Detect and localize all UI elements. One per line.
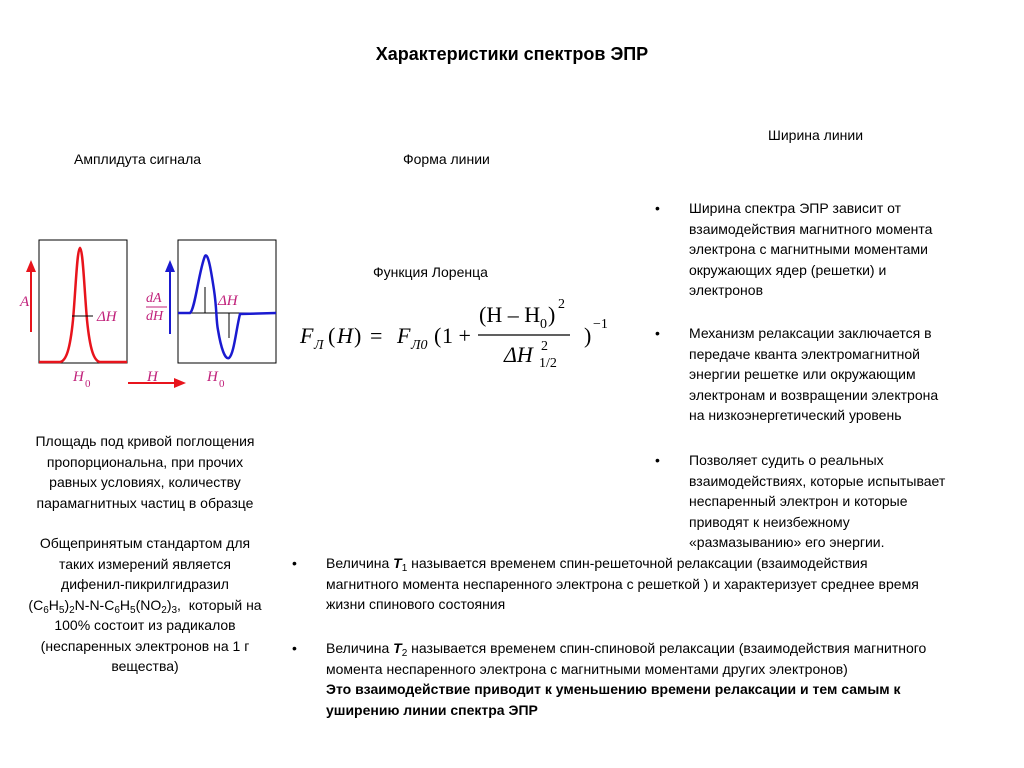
label-h0-1: H <box>73 369 84 385</box>
bullet-dot: • <box>655 452 660 468</box>
formula-equals: = <box>370 323 383 348</box>
relaxation-bullet-t2 <box>292 638 1017 720</box>
bullet-dot: • <box>292 640 297 656</box>
bullet-line: жизни спинового состояния <box>326 596 506 612</box>
formula-f: F <box>300 323 314 348</box>
epr-graphs <box>0 230 290 400</box>
label-delta-h-1: ΔH <box>97 309 117 325</box>
bullet-line-bold: Это взаимодействие приводит к уменьшению времени релаксации и тем самым к <box>326 681 901 697</box>
page-title: Характеристики спектров ЭПР <box>375 44 649 64</box>
t1-line1: называется временем спин-решеточной релаксации (взаимодействия <box>407 555 868 571</box>
header-width: Ширина линии <box>768 127 864 143</box>
t1-subscript: 1 <box>401 563 408 574</box>
bullet-line: на низкоэнергетический уровень <box>689 407 902 423</box>
formula-open-paren: ( <box>328 323 336 348</box>
t2-prefix: Величина <box>326 640 394 656</box>
width-bullet-2 <box>655 323 1015 426</box>
width-bullet-3 <box>655 450 1015 553</box>
bullet-line: электрона с магнитными моментами <box>689 241 929 257</box>
formula-outer-exp: −1 <box>593 317 608 332</box>
formula-close-paren-2: ) <box>584 323 592 348</box>
formula-one-plus: 1 + <box>442 323 471 348</box>
left-paragraph-2 <box>0 533 290 677</box>
label-dh: dH <box>146 309 164 324</box>
left-p2-line: вещества) <box>111 658 179 674</box>
bullet-text <box>689 323 938 426</box>
formula-numerator-close: ) <box>548 302 556 327</box>
t2-line1: называется временем спин-спиновой релаксации (взаимодействия магнитного <box>407 640 927 656</box>
header-amplitude: Амплидута сигнала <box>74 151 202 167</box>
lorentz-label: Функция Лоренца <box>373 264 488 280</box>
bullet-line: электронам и возвращении электрона <box>689 386 939 403</box>
dpph-formula: $(C_6H_5)_2N-N-C_6H_5(NO_2)_3$, который на <box>28 596 262 616</box>
formula-numerator-exp: 2 <box>558 297 565 312</box>
label-delta-h-2: ΔH <box>218 293 238 309</box>
bullet-line: электронов <box>689 282 764 298</box>
label-a: A <box>20 294 30 310</box>
lorentz-formula <box>296 292 626 372</box>
bullet-line: неспаренный электрон и которые <box>689 493 908 509</box>
label-h0-2: H <box>207 369 218 385</box>
bullet-line: Ширина спектра ЭПР зависит от <box>689 200 902 216</box>
bullet-dot: • <box>655 325 660 341</box>
left-p2-line: (неспаренных электронов на 1 г <box>40 637 250 654</box>
left-p1-line: равных условиях, количеству <box>49 474 241 490</box>
absorption-curve <box>39 248 127 362</box>
bullet-line <box>326 638 926 659</box>
bullet-dot: • <box>655 200 660 216</box>
formula-denominator-sub: 1/2 <box>539 356 557 371</box>
left-p2-line: 100% состоит из радикалов <box>54 617 236 633</box>
bullet-line: Позволяет судить о реальных <box>689 452 884 468</box>
bullet-line: энергии решетке или окружающим <box>689 366 916 382</box>
field-arrow-head <box>174 378 186 388</box>
label-da: dA <box>146 291 162 306</box>
bullet-line: магнитного момента неспаренного электрона с решеткой ) и характеризует среднее время <box>326 575 919 592</box>
bullet-line: Механизм релаксации заключается в <box>689 325 932 341</box>
relaxation-bullet-t1 <box>292 553 1017 615</box>
bullet-text <box>689 198 932 301</box>
header-shape: Форма линии <box>403 151 490 167</box>
bullet-line <box>326 553 919 574</box>
bullet-text <box>326 638 926 720</box>
left-p2-line: таких измерений является <box>59 555 231 572</box>
bullet-line: «размазыванию» его энергии. <box>689 534 885 550</box>
formula-numerator: (H – H <box>479 302 541 327</box>
bullet-line: передаче кванта электромагнитной <box>689 345 920 362</box>
t1-symbol: T <box>393 555 402 571</box>
bullet-line: приводят к неизбежному <box>689 513 850 530</box>
formula-close-paren: ) <box>354 323 362 348</box>
formula-sub-l: Л <box>314 338 324 353</box>
bullet-line: взаимодействиях, которые испытывает <box>689 472 946 489</box>
formula-sub-l0: Л0 <box>411 338 428 353</box>
left-p1-line: парамагнитных частиц в образце <box>36 494 254 511</box>
bullet-text <box>326 553 919 615</box>
derivative-arrow-head <box>165 260 175 272</box>
bullet-dot: • <box>292 555 297 571</box>
formula-denominator-exp: 2 <box>541 339 548 354</box>
left-paragraph-1 <box>0 431 290 513</box>
left-p2-line: Общепринятым стандартом для <box>39 535 251 551</box>
left-p2-line: дифенил-пикрилгидразил <box>61 576 229 592</box>
t2-symbol: T <box>393 640 402 656</box>
formula-h: H <box>337 323 353 348</box>
bullet-line: взаимодействия магнитного момента <box>689 220 933 237</box>
bullet-line-bold: уширению линии спектра ЭПР <box>326 701 538 718</box>
formula-denominator: ΔH <box>504 342 533 367</box>
left-p1-line: пропорциональна, при прочих <box>46 453 244 470</box>
formula-f0: F <box>397 323 411 348</box>
label-h-axis: H <box>147 369 158 385</box>
width-bullet-1 <box>655 198 1015 301</box>
left-p1-line: Площадь под кривой поглощения <box>35 433 255 449</box>
t1-prefix: Величина <box>326 555 394 571</box>
t2-subscript: 2 <box>401 648 408 659</box>
label-h0-1-sub: 0 <box>85 378 91 390</box>
formula-numerator-sub: 0 <box>540 317 547 332</box>
bullet-line: момента неспаренного электрона с магнитными моментами других электронов) <box>326 660 848 677</box>
formula-open-paren-2: ( <box>434 323 442 348</box>
bullet-line: окружающих ядер (решетки) и <box>689 261 887 278</box>
amplitude-arrow-head <box>26 260 36 272</box>
bullet-text <box>689 450 945 553</box>
label-h0-2-sub: 0 <box>219 378 225 390</box>
